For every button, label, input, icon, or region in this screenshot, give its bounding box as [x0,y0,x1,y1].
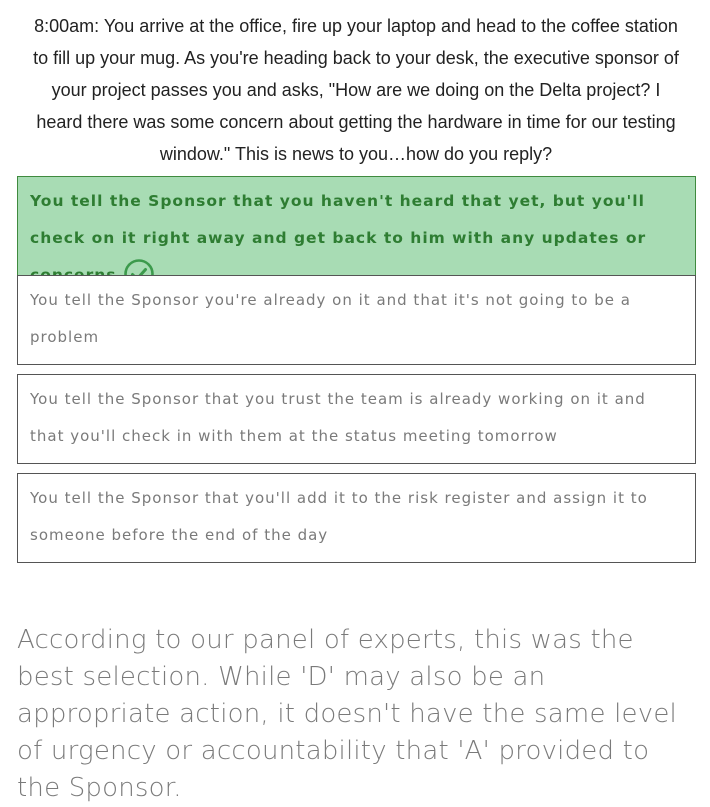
scenario-text: 8:00am: You arrive at the office, fire up your laptop and head to the coffee station to fill up your mug. As you're heading back to your desk, the executive sponsor of your project passes you and asks, "How are we doing on the Delta project? I heard there was some concern about getting the hardware in time for our testing window." This is news to you…how do you reply? [33,16,679,164]
feedback-text: According to our panel of experts, this was the best selection. While 'D' may also be an appropriate action, it doesn't have the same level of urgency or accountability that 'A' provided to the Sponsor. [17,625,677,803]
answer-option-c[interactable] [17,374,696,464]
answer-option-b[interactable] [17,275,696,365]
answer-option-d[interactable] [17,473,696,563]
answer-option-a-label: You tell the Sponsor that you haven't heard that yet, but you'll check on it right away and get back to him with any updates or [30,192,647,247]
answer-option-c-label: You tell the Sponsor that you trust the team is already working on it and that you'll check in with them at the status meeting tomorrow [30,390,646,445]
answer-option-b-label: You tell the Sponsor you're already on it and that it's not going to be a problem [30,291,631,346]
answer-option-d-label: You tell the Sponsor that you'll add it to the risk register and assign it to someone before the end of the day [30,489,648,544]
